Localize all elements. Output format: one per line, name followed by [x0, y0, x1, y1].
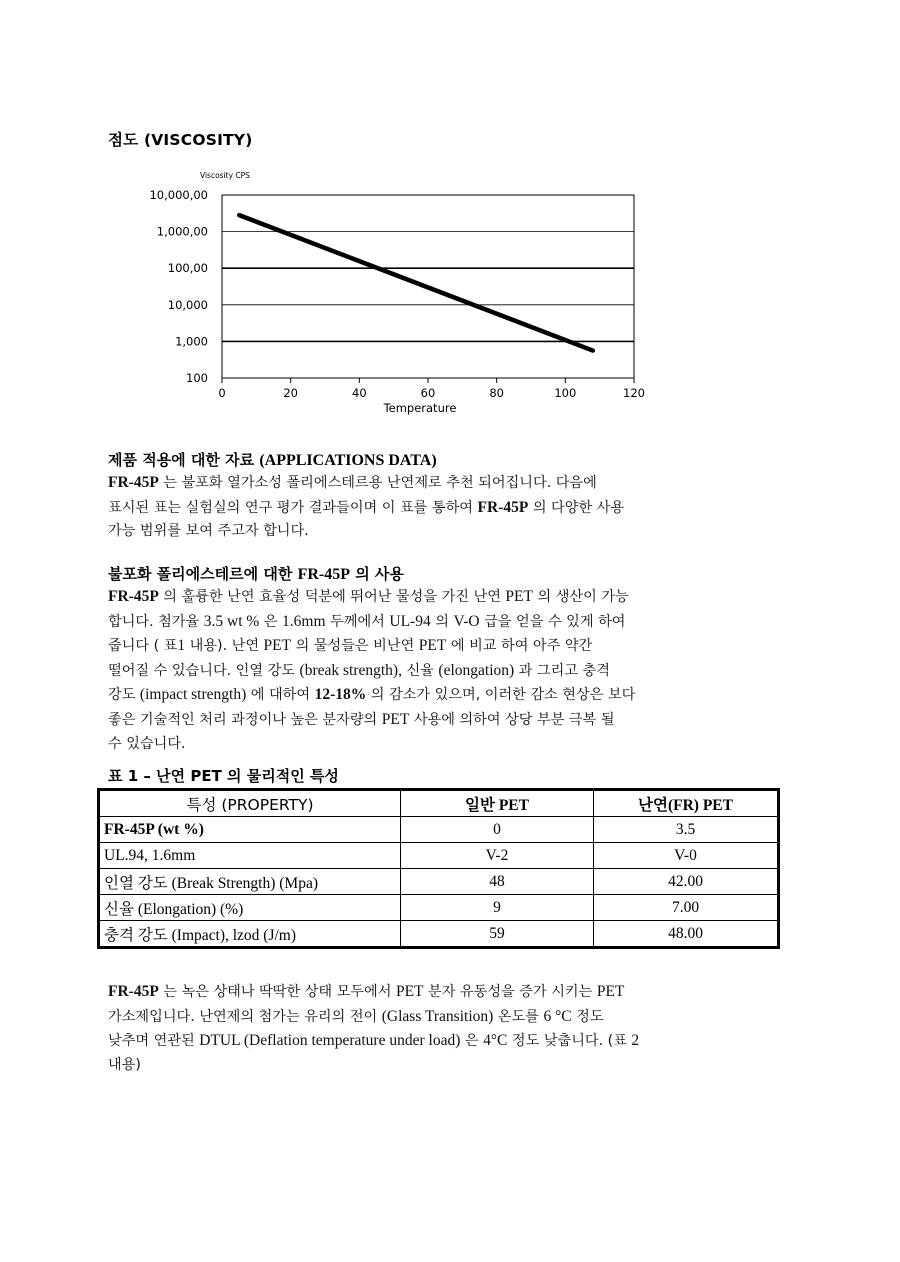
plot-area	[149, 188, 645, 400]
header-property: 특성 (PROPERTY)	[99, 790, 401, 817]
section-title-viscosity: 점도 (VISCOSITY)	[108, 131, 253, 149]
header-fr-pet: 난연(FR) PET	[594, 790, 779, 817]
use-paragraph: FR-45P 의 훌륭한 난연 효율성 덕분에 뛰어난 물성을 가진 난연 PET 의 생산이 가능 합니다. 첨가율 3.5 wt % 은 1.6mm 두께에서 UL-94 의 V-O 급을 얻을 수 있게 하여 줍니다 ( 표1 내용). 난연 PET 의 물성들은 비난연 PET 에 비교 하여 아주 약간 떨어질 수 있습니다. 인열 강도 (break strength), 신율 (elongation) 과 그리고 충격 강도 (impact strength) 에 대하여 12-18% 의 감소가 있으며, 이러한 감소 현상은 보다 좋은 기술적인 처리 과정이나 높은 분자량의 PET 사용에 의하여 상당 부분 극복 될 수 있습니다.	[108, 588, 636, 752]
y-tick-label: 1,000,00	[156, 224, 208, 239]
use-heading: 불포화 폴리에스테르에 대한 FR-45P 의 사용	[108, 565, 404, 583]
y-tick-label: 10,000	[167, 297, 208, 312]
applications-paragraph: FR-45P 는 불포화 열가소성 폴리에스테르용 난연제로 추천 되어집니다. 다음에 표시된 표는 실험실의 연구 평가 결과들이며 이 표를 통하여 FR-45P 의 다양한 사용 가능 범위를 보여 주고자 합니다.	[108, 474, 625, 540]
viscosity-chart	[130, 165, 650, 420]
y-tick-label: 100,00	[167, 261, 208, 276]
table-row: 인열 강도 (Break Strength) (Mpa) 48 42.00	[99, 869, 779, 895]
flow-paragraph: FR-45P 는 녹은 상태나 딱딱한 상태 모두에서 PET 분자 유동성을 증가 시키는 PET 가소제입니다. 난연제의 첨가는 유리의 전이 (Glass Transition) 온도를 6 °C 정도 낮추며 연관된 DTUL (Deflation temperature under load) 은 4°C 정도 낮춥니다. (표 2 내용)	[108, 983, 640, 1073]
table-row: UL.94, 1.6mm V-2 V-0	[99, 843, 779, 869]
y-tick-label: 10,000,00	[149, 188, 208, 202]
chart-xlabel: Temperature	[383, 401, 457, 415]
y-tick-label: 1,000	[175, 334, 208, 349]
header-general-pet: 일반 PET	[401, 790, 594, 817]
applications-heading: 제품 적용에 대한 자료 (APPLICATIONS DATA)	[108, 451, 437, 469]
y-tick-label: 100	[186, 371, 208, 385]
table-row: 충격 강도 (Impact), lzod (J/m) 59 48.00	[99, 921, 779, 948]
x-tick-label: 120	[623, 386, 645, 400]
x-tick-label: 60	[420, 386, 436, 400]
x-tick-label: 100	[554, 386, 577, 400]
table1-title: 표 1 – 난연 PET 의 물리적인 특성	[108, 767, 339, 785]
x-tick-label: 40	[352, 386, 367, 400]
series-line	[239, 215, 593, 350]
table-row: 신율 (Elongation) (%) 9 7.00	[99, 895, 779, 921]
x-tick-label: 0	[218, 386, 226, 400]
x-tick-label: 80	[489, 386, 504, 400]
table-header-row	[99, 790, 779, 817]
chart-ylabel: Viscosity CPS	[200, 171, 250, 180]
table-row: FR-45P (wt %) 0 3.5	[99, 817, 779, 843]
x-tick-label: 20	[283, 386, 298, 400]
physical-properties-table	[97, 788, 780, 949]
